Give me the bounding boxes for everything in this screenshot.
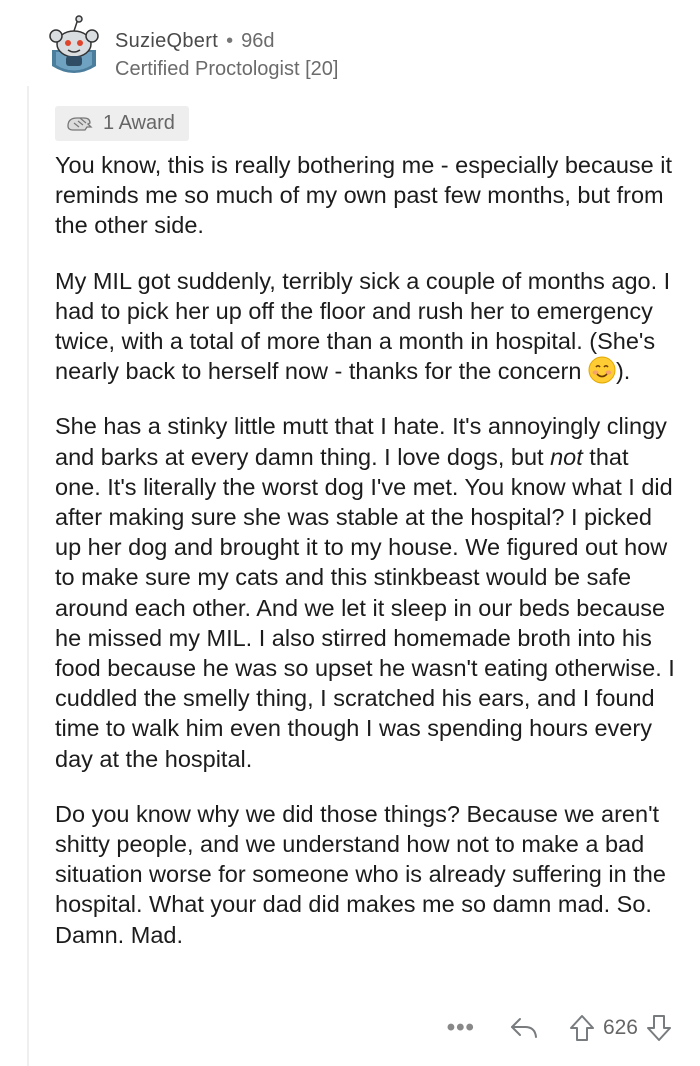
thread-line — [27, 86, 29, 1066]
award-icon — [65, 114, 95, 134]
comment-header — [44, 14, 338, 82]
more-options-button[interactable]: ••• — [446, 1014, 475, 1041]
paragraph-3 — [55, 411, 680, 773]
comment-age: 96d — [241, 30, 275, 52]
paragraph-3-text-b: that one. It's literally the worst dog I've met. You know what I did after making sure she was stable at the hospital? I picked up her dog and brought it to my house. We figured out how to make sure my cats and this stinkbeast would be safe around each other. And we let it sleep in our beds because he missed my MIL. I also stirred homemade broth into his food because he was so upset he wasn't eating otherwise. I cuddled the smelly thing, I scratched his ears, and I found time to walk him even though I was spending hours every day at the hospital. — [55, 443, 675, 772]
award-label: 1 Award — [103, 112, 175, 134]
downvote-arrow-icon[interactable] — [646, 1014, 672, 1042]
avatar[interactable] — [44, 14, 104, 80]
paragraph-2-end: ). — [615, 358, 631, 385]
comment-body — [55, 150, 680, 975]
paragraph-2 — [55, 266, 680, 387]
paragraph-1: You know, this is really bothering me - especially because it reminds me so much of my own past few months, but from the other side. — [55, 152, 672, 239]
reply-icon[interactable] — [509, 1015, 539, 1041]
meta-separator: • — [226, 30, 234, 52]
upvote-arrow-icon[interactable] — [569, 1014, 595, 1042]
user-flair: Certified Proctologist [20] — [115, 58, 339, 80]
paragraph-3-text-a: She has a stinky little mutt that I hate. It's annoyingly clingy and barks at every damn thing. I love dogs, but — [55, 413, 667, 470]
paragraph-4: Do you know why we did those things? Because we aren't shitty people, and we understand how not to make a bad situation worse for someone who is already suffering in the hospital. What your dad did makes me so damn mad. So. Damn. Mad. — [55, 800, 666, 948]
paragraph-3-emphasis: not — [550, 443, 583, 470]
username[interactable]: SuzieQbert — [115, 30, 219, 52]
comment-actions — [447, 1014, 672, 1042]
smiling-face-icon — [588, 356, 616, 384]
paragraph-2-text: My MIL got suddenly, terribly sick a couple of months ago. I had to pick her up off the floor and rush her to emergency twice, with a total of more than a month in hospital. (She's nearly back to herself now - thanks for the concern — [55, 267, 671, 385]
award-badge[interactable] — [55, 106, 189, 141]
vote-score: 626 — [602, 1016, 638, 1039]
